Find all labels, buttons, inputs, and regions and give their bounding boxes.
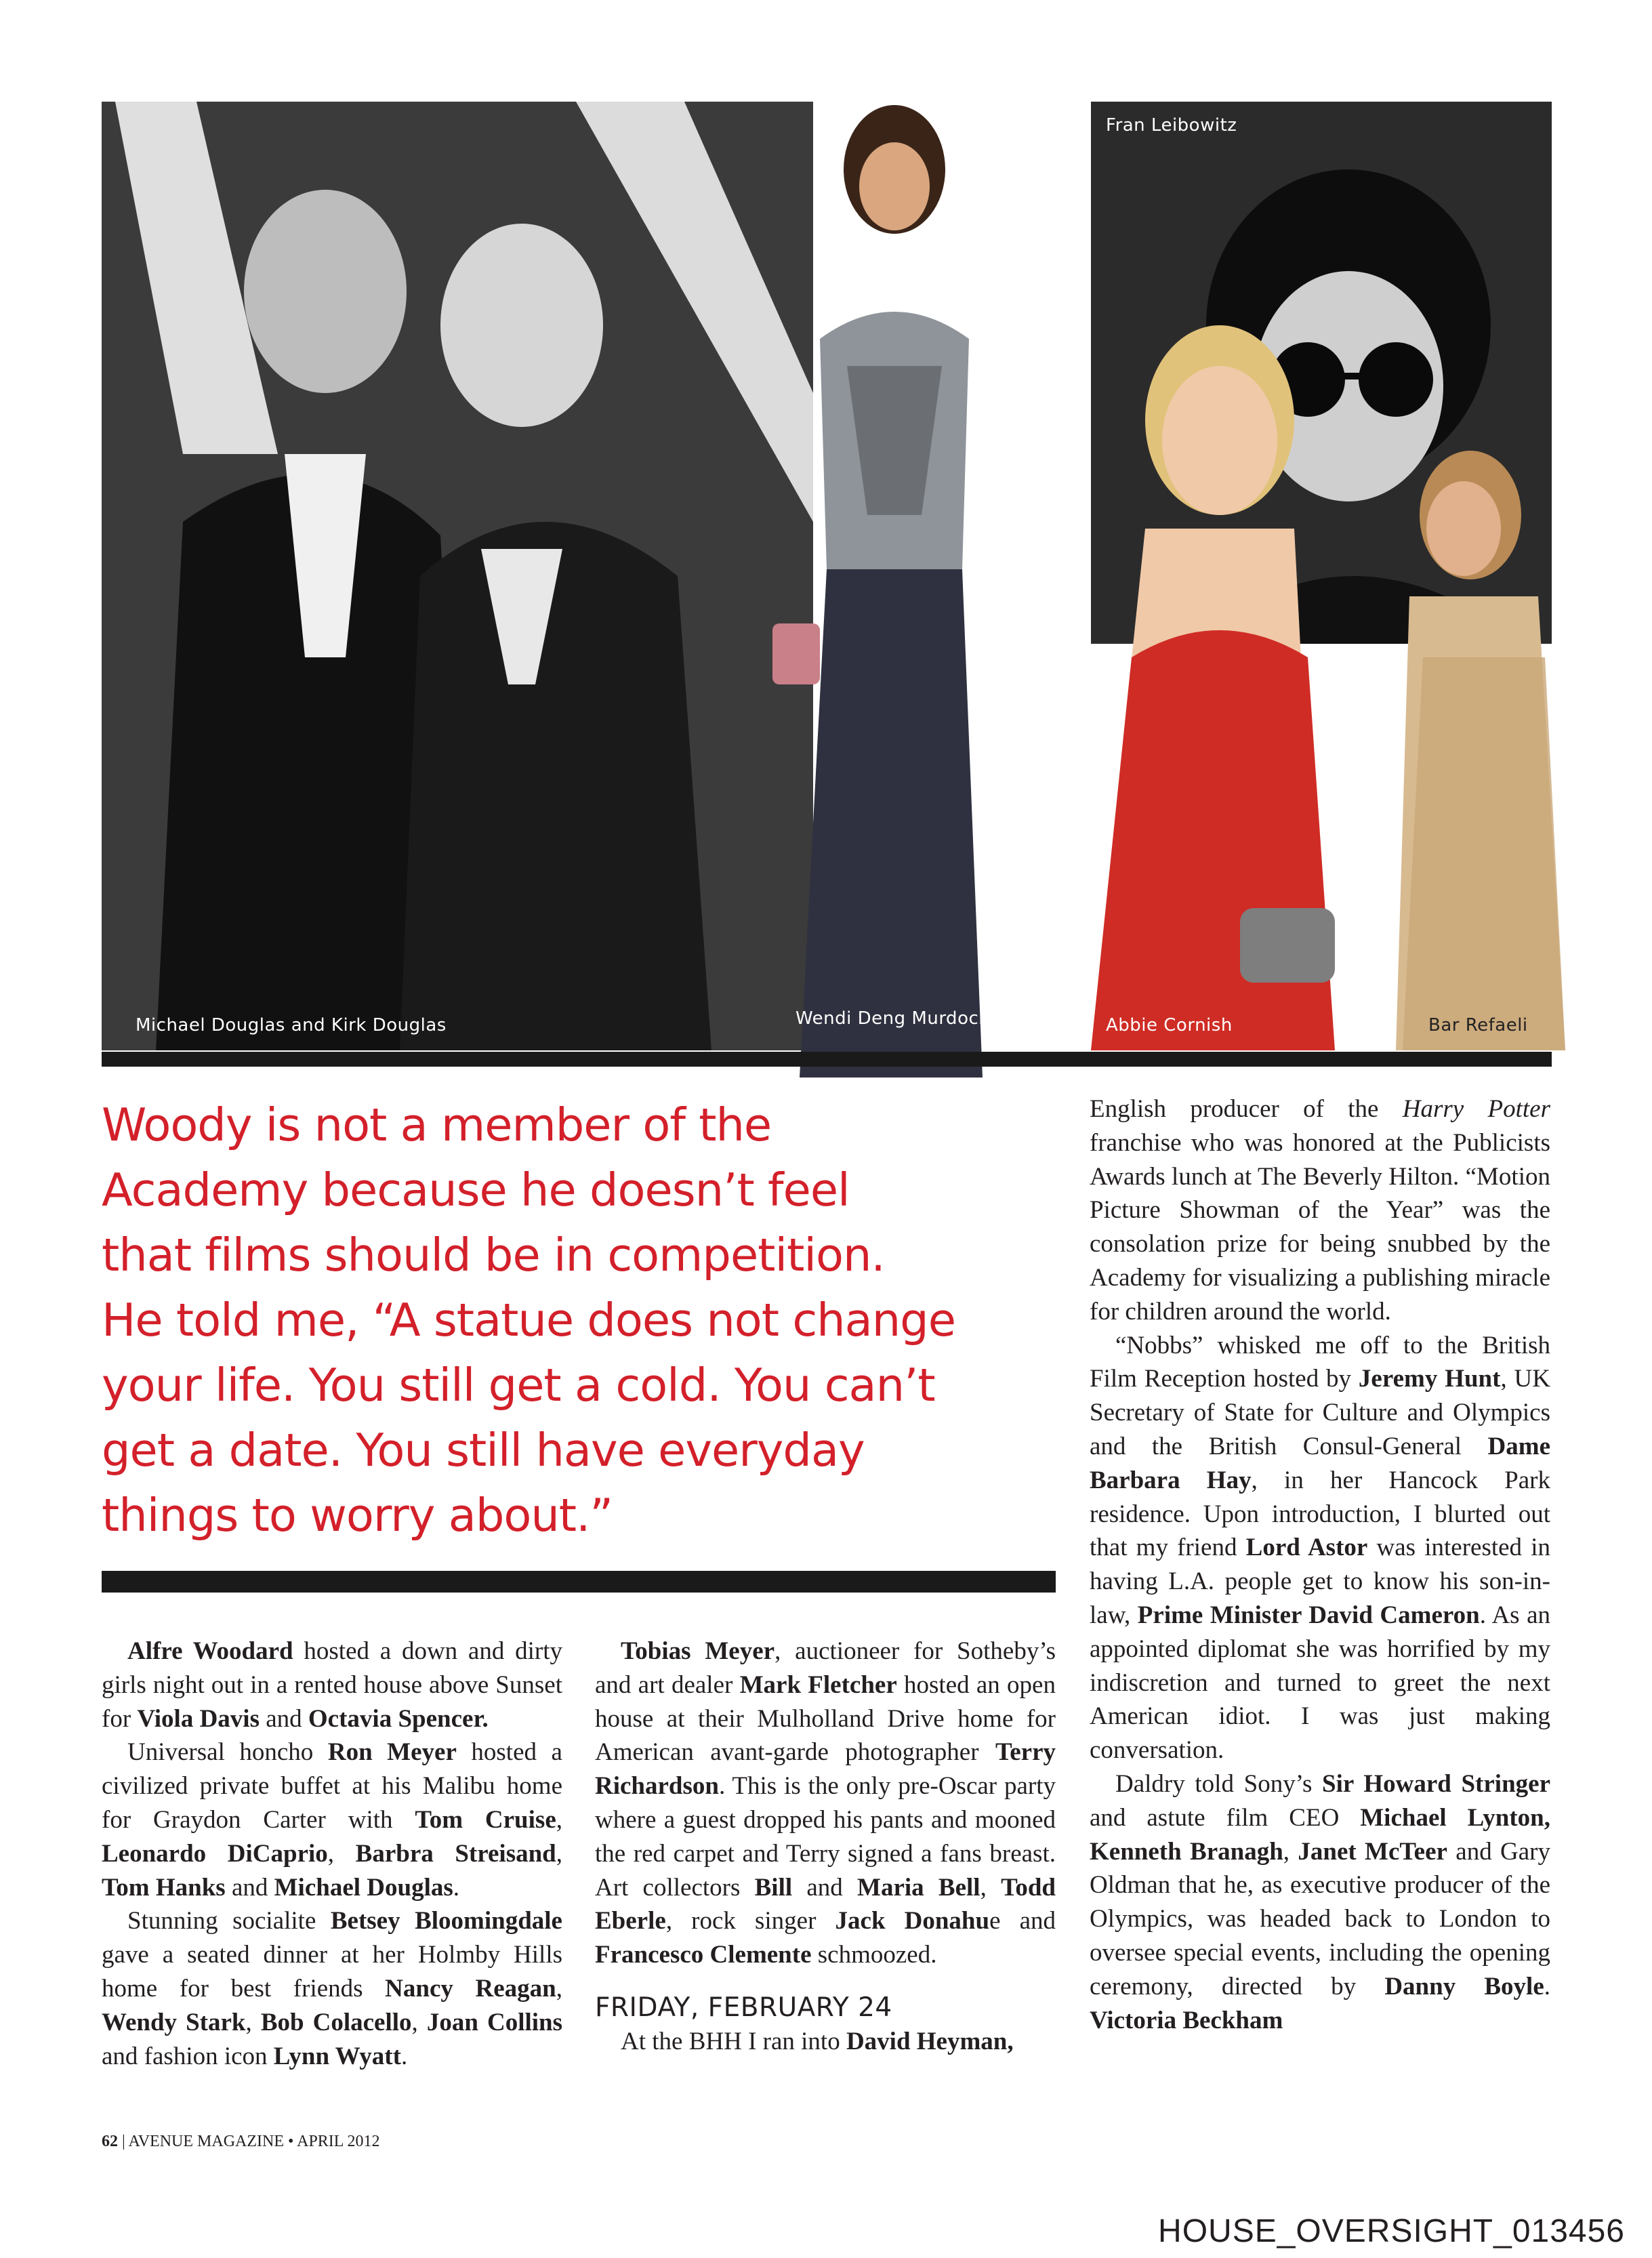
wendi-figure: [739, 81, 1030, 1098]
collage-bottom-rule: [102, 1052, 1552, 1067]
bar-figure: [1382, 440, 1579, 1050]
caption-douglas: Michael Douglas and Kirk Douglas: [136, 1015, 447, 1035]
photo-abbie: [1050, 305, 1389, 1050]
pull-quote-line: that films should be in competition.: [102, 1229, 885, 1281]
caption-wendi: Wendi Deng Murdoch: [796, 1008, 991, 1029]
paragraph: Stunning socialite Betsey Bloomingdale gave a seated dinner at her Holmby Hills home for best friends Nancy Reagan, Wendy Stark, Bob Colacello, Joan Collins and fashion icon Lynn Wyatt.: [102, 1907, 563, 2070]
paragraph: English producer of the Harry Potter franchise who was honored at the Publicists Awards lunch at The Beverly Hilton. “Motion Picture Showman of the Year” was the consolation prize for being snubbed by the Academy for visualizing a publishing miracle for children around the world.: [1090, 1095, 1550, 1326]
caption-abbie: Abbie Cornish: [1106, 1015, 1233, 1035]
abbie-figure: [1050, 305, 1389, 1050]
pull-quote-line: your life. You still get a cold. You can’t: [102, 1359, 935, 1412]
paragraph: “Nobbs” whisked me off to the British Film Reception hosted by Jeremy Hunt, UK Secretary of State for Culture and Olympics and the British Consul-General Dame Barbara Hay, in her Hancock Park residence. Upon introduction, I blurted out that my friend Lord Astor was interested in having L.A. people get to know his son-in-law, Prime Minister David Cameron. As an appointed diplomat she was horrified by my indiscretion and turned to greet the next American idiot. I was just making conversation.: [1090, 1331, 1551, 1765]
day-heading: FRIDAY, FEBRUARY 24: [595, 1992, 892, 2023]
article-column-1: [102, 1635, 562, 2073]
paragraph: Tobias Meyer, auctioneer for Sotheby’s and art dealer Mark Fletcher hosted an open house at their Mulholland Drive home for American avant-garde photographer Terry Richardson. This is the only pre-Oscar party where a guest dropped his pants and mooned the red carpet and Terry signed a fans breast. Art collectors Bill and Maria Bell, Todd Eberle, rock singer Jack Donahue and Francesco Clemente schmoozed.: [595, 1637, 1056, 1969]
paragraph: Alfre Woodard hosted a down and dirty girls night out in a rented house above Sunset for Viola Davis and Octavia Spencer.: [102, 1637, 563, 1733]
page-number: 62: [102, 2133, 118, 2150]
paragraph: Daldry told Sony’s Sir Howard Stringer and astute film CEO Michael Lynton, Kenneth Branagh, Janet McTeer and Gary Oldman that he, as executive producer of the Olympics, was headed back to London to oversee special events, including the opening ceremony, directed by Danny Boyle. Victoria Beckham: [1090, 1769, 1551, 2034]
pull-quote-line: Woody is not a member of the: [102, 1099, 772, 1151]
pull-quote-line: get a date. You still have everyday: [102, 1424, 865, 1477]
issue-date: APRIL 2012: [297, 2133, 380, 2150]
pull-quote-rule: [102, 1571, 1056, 1593]
article-column-3: [1090, 1092, 1550, 2037]
bates-stamp: HOUSE_OVERSIGHT_013456: [1158, 2213, 1625, 2249]
pull-quote-line: He told me, “A statue does not change: [102, 1294, 955, 1347]
pull-quote-line: Academy because he doesn’t feel: [102, 1164, 850, 1216]
paragraph: Universal honcho Ron Meyer hosted a civilized private buffet at his Malibu home for Graydon Carter with Tom Cruise, Leonardo DiCaprio, Barbra Streisand, Tom Hanks and Michael Douglas.: [102, 1738, 562, 1902]
page-footer: 62 | AVENUE MAGAZINE • APRIL 2012: [102, 2133, 380, 2150]
pull-quote: [102, 1092, 1050, 1548]
pull-quote-line: things to worry about.”: [102, 1489, 613, 1542]
caption-fran: Fran Leibowitz: [1106, 115, 1237, 136]
photo-wendi: [739, 81, 1030, 1098]
douglas-silhouettes: [102, 102, 813, 1050]
photo-douglas: [102, 102, 813, 1050]
photo-bar: [1382, 440, 1579, 1050]
article-column-2: [595, 1635, 1056, 2059]
paragraph: At the BHH I ran into David Heyman,: [621, 2027, 1014, 2055]
magazine-name: AVENUE MAGAZINE: [128, 2133, 285, 2150]
caption-bar: Bar Refaeli: [1428, 1015, 1528, 1035]
